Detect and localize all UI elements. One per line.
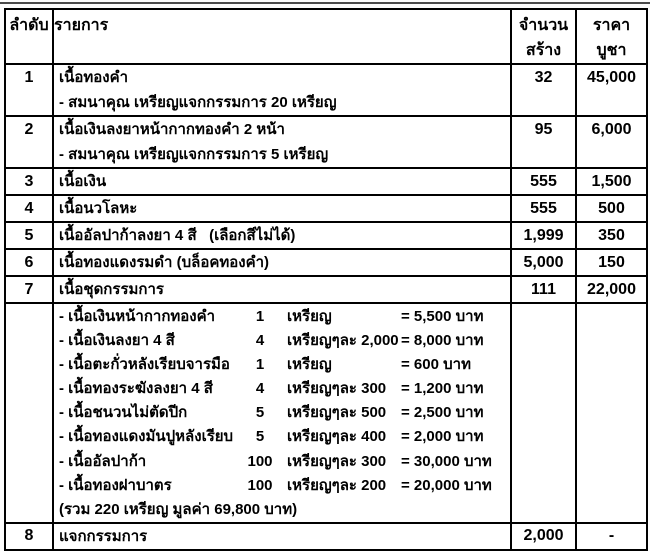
- item-label: แจกกรรมการ: [59, 527, 148, 545]
- sub-item-name: - เนื้อเงินหน้ากากทองคำ: [59, 308, 216, 325]
- cell-qty: 2,000: [511, 523, 576, 550]
- cell-qty: 1,999: [511, 222, 576, 249]
- item-label: เนื้ออัลปาก้าลงยา 4 สี (เลือกสีไม่ได้): [59, 227, 296, 244]
- cell-item: [53, 523, 511, 550]
- item-note: - สมนาคุณ เหรียญแจกกรรมการ 5 เหรียญ: [59, 146, 329, 163]
- item-label: เนื้อชุดกรรมการ: [59, 281, 164, 298]
- sub-item-unit: เหรียญๆละ 400: [287, 428, 387, 446]
- table-body: [5, 64, 647, 550]
- cell-price-empty: [576, 303, 647, 523]
- item-label: เนื้อทองแดงรมดำ (บล็อคทองคำ): [59, 254, 270, 271]
- sub-item-qty: 4: [255, 332, 265, 350]
- table-header: [5, 9, 647, 64]
- cell-qty: 555: [511, 195, 576, 222]
- header-row: [5, 9, 647, 64]
- sub-item-qty: 1: [255, 356, 265, 374]
- sub-item-price: = 8,000 บาท: [401, 332, 484, 350]
- cell-item: [53, 249, 511, 276]
- cell-item: [53, 168, 511, 195]
- cell-qty-empty: [511, 303, 576, 523]
- sub-item-unit: เหรียญๆละ 200: [287, 476, 387, 494]
- col-header-qty: [511, 9, 576, 64]
- cell-no: 1: [5, 64, 53, 116]
- item-label: เนื้อเงินลงยาหน้ากากทองคำ 2 หน้า: [59, 121, 285, 138]
- sub-item-unit: เหรียญ: [287, 356, 332, 374]
- sub-item-qty: 100: [247, 476, 273, 494]
- cell-price: 500: [576, 195, 647, 222]
- sub-item-qty: 4: [255, 380, 265, 398]
- sub-item-price: = 20,000 บาท: [401, 476, 492, 494]
- cell-price: 350: [576, 222, 647, 249]
- col-header-price-line2: บูชา: [596, 42, 627, 59]
- sub-item-price: = 2,000 บาท: [401, 428, 484, 446]
- cell-item: [53, 222, 511, 249]
- item-label: เนื้อเงิน: [59, 173, 107, 190]
- sub-item-unit: เหรียญ: [287, 308, 332, 325]
- col-header-price-line1: ราคา: [592, 17, 631, 34]
- sub-items-row: [5, 303, 647, 523]
- sub-item-name: - เนื้อเงินลงยา 4 สี: [59, 332, 175, 350]
- sub-item-unit: เหรียญๆละ 300: [287, 452, 387, 470]
- sub-item-qty: 5: [255, 428, 265, 446]
- sub-item-price: = 600 บาท: [401, 356, 471, 374]
- col-header-price: [576, 9, 647, 64]
- cell-item: [53, 64, 511, 116]
- cell-subitems: [53, 303, 511, 523]
- cell-price: 1,500: [576, 168, 647, 195]
- sub-item-price: = 1,200 บาท: [401, 380, 484, 398]
- sub-item-row: [54, 305, 510, 329]
- table-row: [5, 64, 647, 116]
- col-header-no: ลำดับ: [5, 9, 53, 64]
- sub-item-qty: 1: [255, 308, 265, 325]
- sub-item-row: [54, 401, 510, 425]
- col-header-qty-line2: สร้าง: [525, 42, 562, 59]
- cell-no: 8: [5, 523, 53, 550]
- sub-item-name: - เนื้ออัลปาก้า: [59, 452, 147, 470]
- cell-no: 6: [5, 249, 53, 276]
- table-row: [5, 195, 647, 222]
- cell-no: 4: [5, 195, 53, 222]
- sub-item-row: [54, 474, 510, 498]
- sub-item-row: [54, 377, 510, 401]
- cell-qty: 5,000: [511, 249, 576, 276]
- table-row: [5, 222, 647, 249]
- cell-price: 45,000: [576, 64, 647, 116]
- sub-item-name: - เนื้อทองระฆังลงยา 4 สี: [59, 380, 213, 398]
- col-header-item: รายการ: [53, 9, 511, 64]
- cell-price: 6,000: [576, 116, 647, 168]
- table-row: [5, 116, 647, 168]
- cell-item: [53, 276, 511, 303]
- sub-item-name: - เนื้อชนวนไม่ตัดปีก: [59, 404, 188, 422]
- cell-qty: 555: [511, 168, 576, 195]
- cell-price: 150: [576, 249, 647, 276]
- cell-item: [53, 116, 511, 168]
- cell-no: 7: [5, 276, 53, 303]
- sub-item-row: [54, 425, 510, 449]
- cell-no: 3: [5, 168, 53, 195]
- sub-item-name: - เนื้อทองแดงมันปูหลังเรียบ: [59, 428, 234, 446]
- table-row: [5, 276, 647, 303]
- cell-item: [53, 195, 511, 222]
- table-row: [5, 168, 647, 195]
- sub-item-unit: เหรียญๆละ 2,000: [287, 332, 399, 350]
- item-label: เนื้อทองคำ: [59, 69, 129, 86]
- table-row: [5, 523, 647, 550]
- sub-item-unit: เหรียญๆละ 300: [287, 380, 387, 398]
- cell-no: 2: [5, 116, 53, 168]
- cell-price: -: [576, 523, 647, 550]
- sub-item-price: = 2,500 บาท: [401, 404, 484, 422]
- sub-item-qty: 5: [255, 404, 265, 422]
- cell-qty: 32: [511, 64, 576, 116]
- sub-item-qty: 100: [247, 452, 273, 470]
- cell-qty: 111: [511, 276, 576, 303]
- cell-price: 22,000: [576, 276, 647, 303]
- sub-item-price: = 5,500 บาท: [401, 308, 484, 325]
- cell-no-empty: [5, 303, 53, 523]
- sub-total-line: (รวม 220 เหรียญ มูลค่า 69,800 บาท): [59, 500, 298, 518]
- top-edge-rule: [0, 2, 650, 4]
- item-label: เนื้อนวโลหะ: [59, 200, 138, 217]
- item-note: - สมนาคุณ เหรียญแจกกรรมการ 20 เหรียญ: [59, 94, 337, 111]
- cell-qty: 95: [511, 116, 576, 168]
- cell-no: 5: [5, 222, 53, 249]
- sub-item-row: [54, 450, 510, 474]
- col-header-qty-line1: จำนวน: [518, 17, 569, 34]
- sub-item-price: = 30,000 บาท: [401, 452, 492, 470]
- sub-item-name: - เนื้อตะกั่วหลังเรียบจารมือ: [59, 356, 230, 374]
- sub-item-row: [54, 329, 510, 353]
- sub-item-row: [54, 353, 510, 377]
- table-row: [5, 249, 647, 276]
- sub-item-unit: เหรียญๆละ 500: [287, 404, 387, 422]
- amulet-price-table: [4, 8, 648, 551]
- sub-item-name: - เนื้อทองฝาบาตร: [59, 476, 172, 494]
